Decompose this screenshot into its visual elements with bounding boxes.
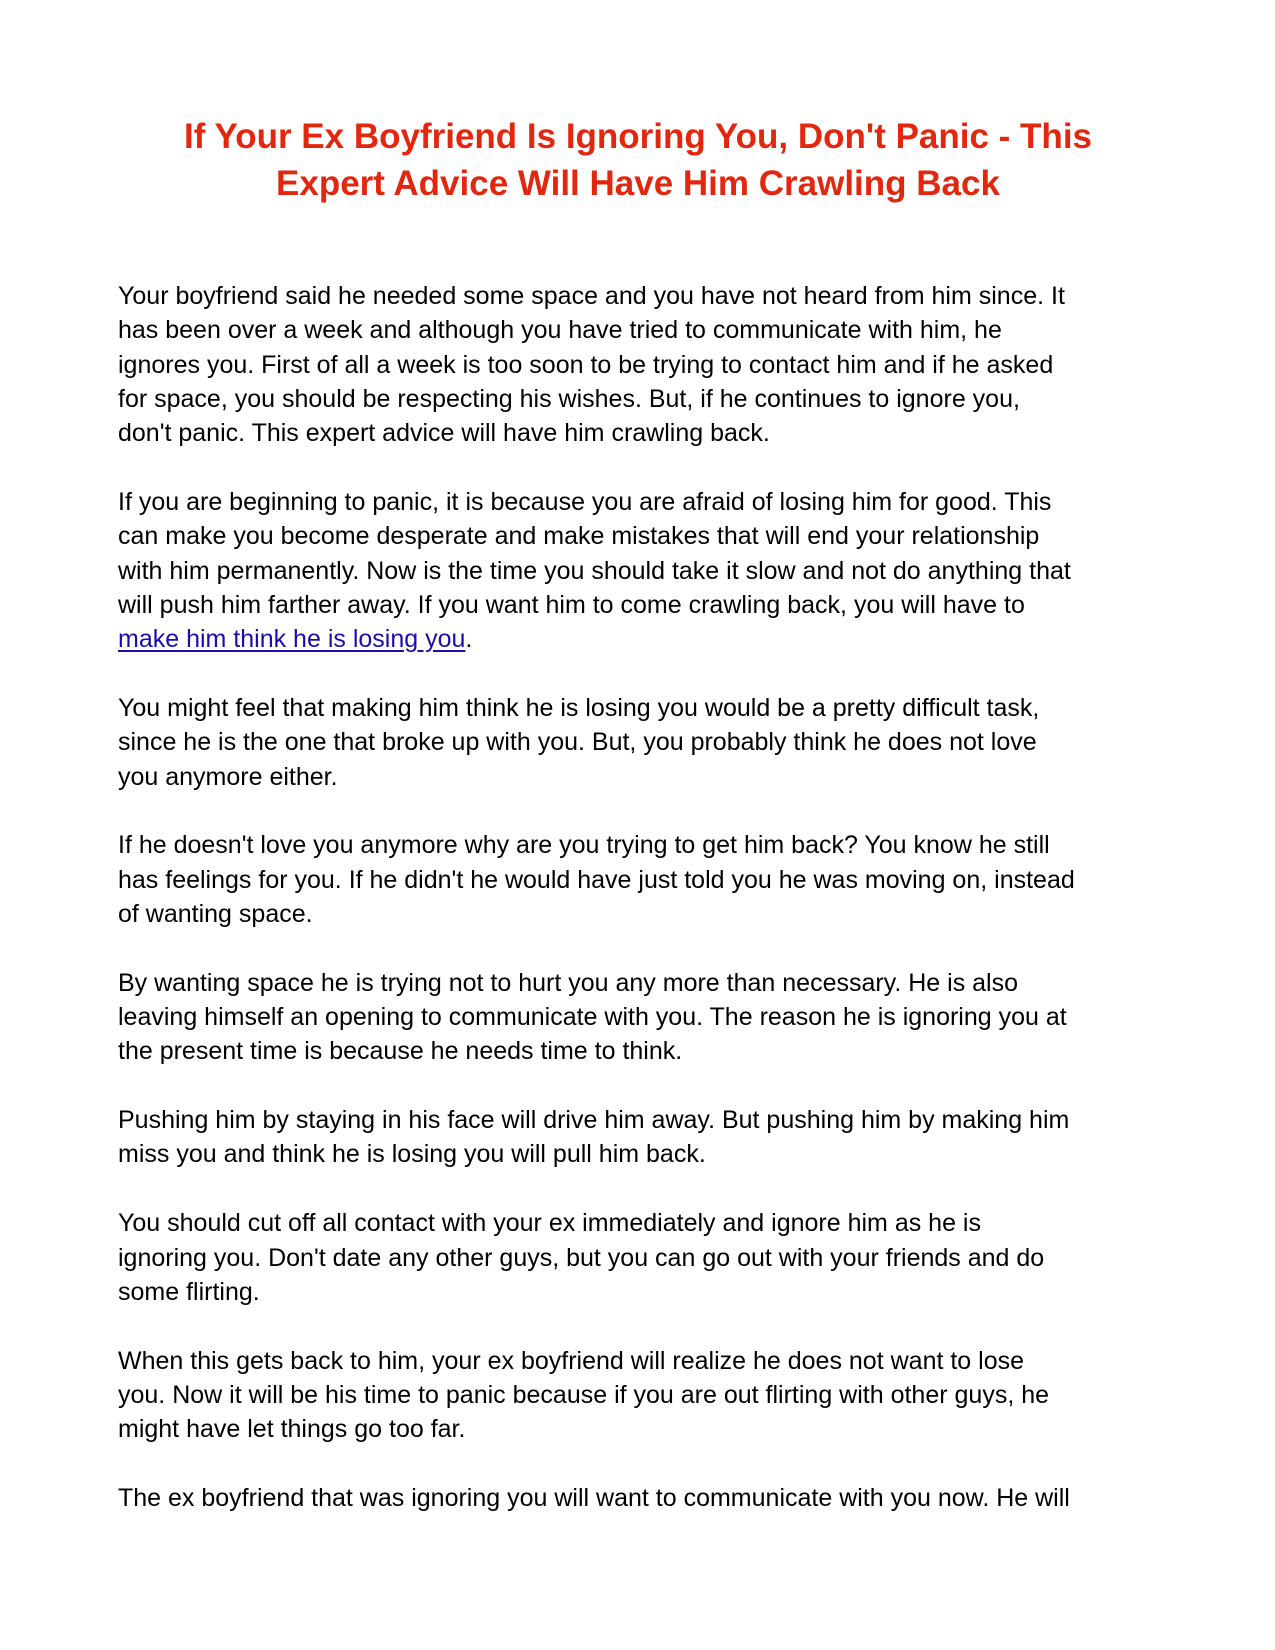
paragraph-line: leaving himself an opening to communicate with you. The reason he is ignoring you at <box>118 1003 1067 1032</box>
paragraph-line: since he is the one that broke up with you. But, you probably think he does not love <box>118 728 1037 757</box>
paragraph-line: of wanting space. <box>118 899 313 928</box>
paragraph-line: Your boyfriend said he needed some space and you have not heard from him since. It <box>118 282 1065 310</box>
paragraph-line: with him permanently. Now is the time you should take it slow and not do anything that <box>118 556 1071 585</box>
paragraph <box>118 485 1198 656</box>
paragraph-line: the present time is because he needs time to think. <box>118 1037 683 1066</box>
article-body <box>118 279 1198 1550</box>
paragraph-line: Pushing him by staying in his face will drive him away. But pushing him by making him <box>118 1106 1070 1135</box>
article-title-line-1: If Your Ex Boyfriend Is Ignoring You, Don't Panic - This <box>183 117 1093 156</box>
link-punctuation: . <box>465 625 473 654</box>
paragraph-line: you anymore either. <box>118 762 338 791</box>
paragraph-line: miss you and think he is losing you will pull him back. <box>118 1140 706 1169</box>
paragraph-line: has feelings for you. If he didn't he would have just told you he was moving on, instead <box>118 865 1075 894</box>
paragraph <box>118 1103 1198 1172</box>
paragraph-line: By wanting space he is trying not to hurt you any more than necessary. He is also <box>118 968 1018 997</box>
paragraph-line: some flirting. <box>118 1277 260 1306</box>
paragraph-line: ignoring you. Don't date any other guys, but you can go out with your friends and do <box>118 1243 1045 1272</box>
paragraph-line: When this gets back to him, your ex boyfriend will realize he does not want to lose <box>118 1346 1025 1375</box>
article-title <box>118 113 1158 207</box>
paragraph-line: ignores you. First of all a week is too soon to be trying to contact him and if he asked <box>118 350 1054 379</box>
paragraph <box>118 691 1198 794</box>
paragraph-line: you. Now it will be his time to panic because if you are out flirting with other guys, he <box>118 1380 1050 1409</box>
paragraph-line: don't panic. This expert advice will have him crawling back. <box>118 419 770 448</box>
paragraph-line: If you are beginning to panic, it is because you are afraid of losing him for good. This <box>118 487 1052 516</box>
paragraph <box>118 1344 1198 1447</box>
paragraph-line: will push him farther away. If you want him to come crawling back, you will have to <box>118 590 1025 619</box>
article-title-line-2: Expert Advice Will Have Him Crawling Back <box>276 164 1000 203</box>
paragraph-line: has been over a week and although you have tried to communicate with him, he <box>118 316 1002 345</box>
paragraph-line: might have let things go too far. <box>118 1415 466 1444</box>
paragraph-line: for space, you should be respecting his wishes. But, if he continues to ignore you, <box>118 384 1020 413</box>
paragraph-line: You should cut off all contact with your ex immediately and ignore him as he is <box>118 1209 981 1238</box>
paragraph-line <box>118 622 1198 656</box>
paragraph <box>118 279 1198 450</box>
paragraph-line: can make you become desperate and make mistakes that will end your relationship <box>118 522 1040 551</box>
paragraph-line: If he doesn't love you anymore why are you trying to get him back? You know he still <box>118 831 1050 860</box>
paragraph-line: You might feel that making him think he is losing you would be a pretty difficult task, <box>118 693 1040 722</box>
paragraph <box>118 828 1198 931</box>
paragraph <box>118 1481 1198 1515</box>
paragraph-line: The ex boyfriend that was ignoring you will want to communicate with you now. He will <box>118 1484 1070 1513</box>
article-link[interactable]: make him think he is losing you <box>118 625 466 654</box>
paragraph <box>118 1206 1198 1309</box>
paragraph <box>118 966 1198 1069</box>
